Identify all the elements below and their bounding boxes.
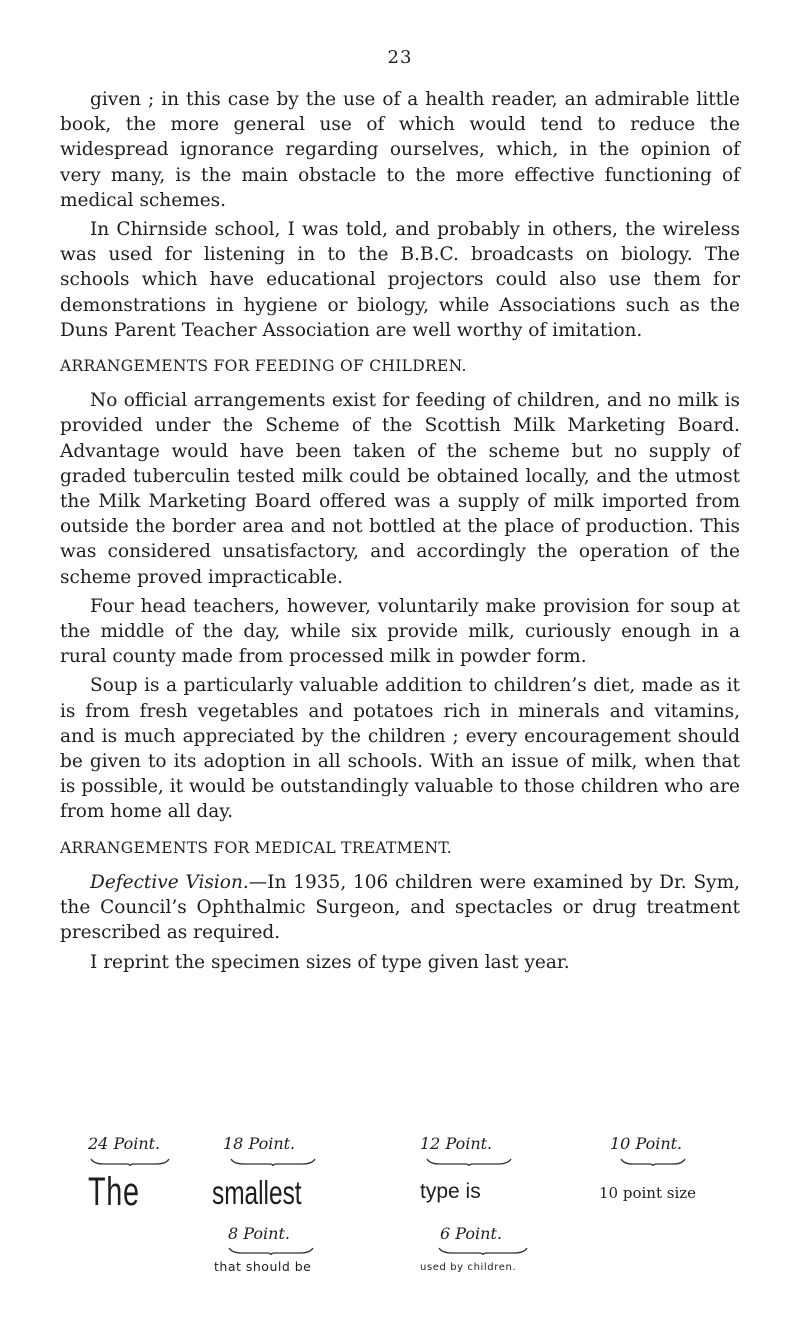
label-10-point: 10 Point. [610, 1134, 683, 1153]
sample-12-point: type is [420, 1180, 481, 1203]
brace-12-point [426, 1157, 512, 1167]
sample-10-point: 10 point size [599, 1184, 697, 1202]
label-24-point: 24 Point. [88, 1134, 161, 1153]
sample-24-point: The [88, 1170, 140, 1214]
paragraph-soup-value: Soup is a particularly valuable addition to children’s diet, made as it is from fresh vegetables and potatoes rich in minerals and vitamins, and is much appreciated by the children ; every encouragement should be given to its adoption in all schools. With an issue of milk, when that is possible, it would be outstandingly valuable to those children who are from home all day. [60, 675, 740, 823]
heading-medical-treatment: ARRANGEMENTS FOR MEDICAL TREATMENT. [60, 838, 452, 857]
defective-vision-text: —In 1935, 106 children were examined by Dr. Sym, the Council’s Ophthalmic Surgeon, and spectacles or drug treatment prescribed as required. [60, 871, 740, 944]
brace-24-point [90, 1157, 170, 1167]
paragraph-health-reader: given ; in this case by the use of a health reader, an admirable little book, the more general use of which would tend to reduce the widespread ignorance regarding ourselves, which, in the opinion of very many, is the main obstacle to the more effective functioning of medical schemes. [60, 89, 740, 211]
label-18-point: 18 Point. [223, 1134, 296, 1153]
label-12-point: 12 Point. [420, 1134, 493, 1153]
heading-feeding: ARRANGEMENTS FOR FEEDING OF CHILDREN. [60, 357, 467, 376]
brace-8-point [228, 1246, 314, 1256]
label-6-point: 6 Point. [440, 1224, 502, 1243]
brace-10-point [620, 1157, 686, 1167]
paragraph-chirnside: In Chirnside school, I was told, and probably in others, the wireless was used for listening in to the B.B.C. broadcasts on biology. The schools which have educational projectors could also use them for demonstrations in hygiene or biology, while Associations such as the Duns Parent Teacher Association are well worthy of imitation. [60, 219, 740, 341]
paragraph-soup-provision: Four head teachers, however, voluntarily make provision for soup at the middle of the day, while six provide milk, curiously enough in a rural county made from processed milk in powder form. [60, 595, 740, 668]
paragraph-reprint: I reprint the specimen sizes of type given last year. [90, 951, 570, 973]
page-number: 23 [387, 47, 413, 68]
sample-8-point: that should be [214, 1259, 312, 1274]
sample-18-point: smallest [212, 1174, 302, 1211]
brace-18-point [230, 1157, 316, 1167]
sample-6-point: used by children. [420, 1262, 517, 1273]
paragraph-milk-scheme: No official arrangements exist for feeding of children, and no milk is provided under the Scheme of the Scottish Milk Marketing Board. Advantage would have been taken of the scheme but no supply of graded tuberculin tested milk could be obtained locally, and the utmost the Milk Marketing Board offered was a supply of milk imported from outside the border area and not bottled at the place of production. This was considered unsatisfactory, and accordingly the operation of the scheme proved impracticable. [60, 390, 740, 588]
label-8-point: 8 Point. [228, 1224, 290, 1243]
defective-vision-title: Defective Vision. [90, 871, 249, 893]
brace-6-point [438, 1246, 528, 1256]
